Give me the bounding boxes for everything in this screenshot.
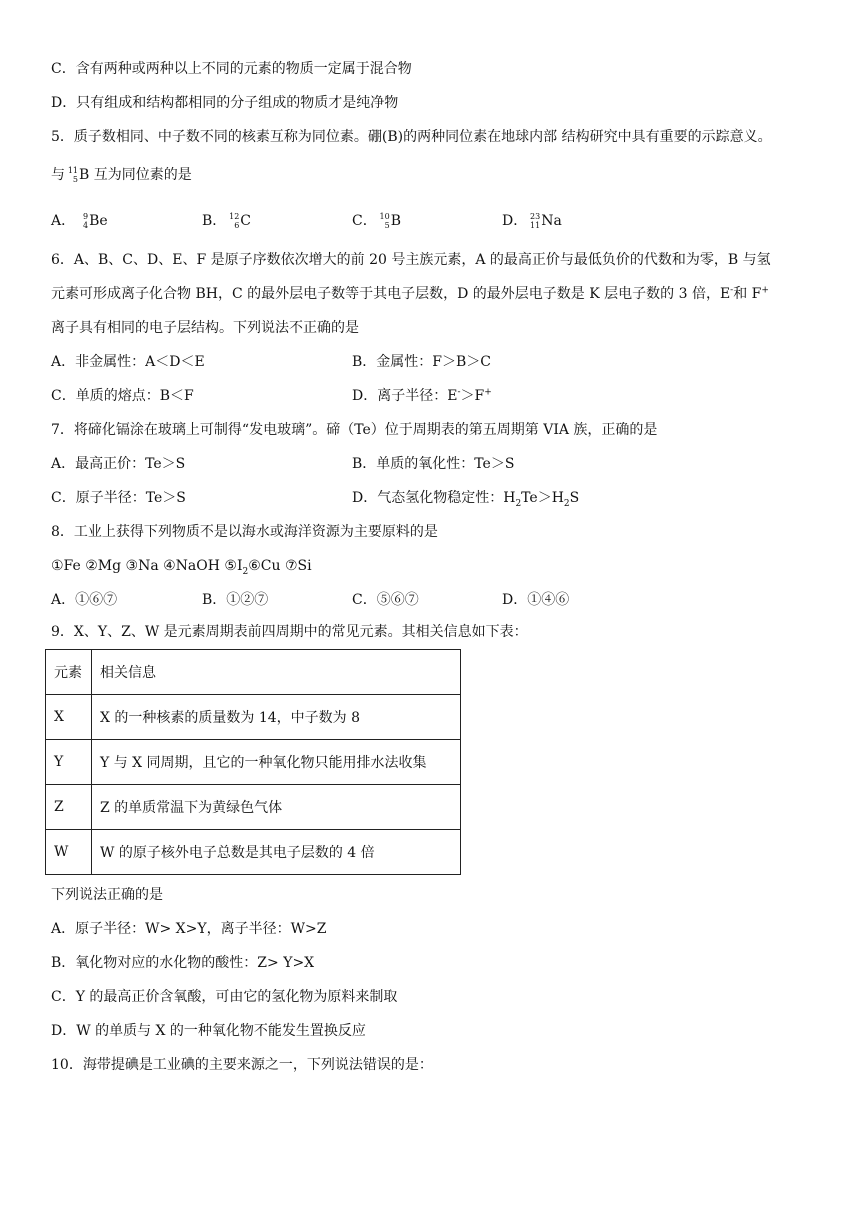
q5-element: B <box>79 167 90 183</box>
q5-option-b: B． 12 6 C <box>202 212 252 230</box>
q6-stem-3: 离子具有相同的电子层结构。下列说法不正确的是 <box>51 320 359 336</box>
table-cell: W 的原子核外电子总数是其电子层数的 4 倍 <box>92 830 461 875</box>
q8-option-d: D．①④⑥ <box>502 592 570 608</box>
table-header-cell: 相关信息 <box>92 650 461 695</box>
q6-stem-2: 元素可形成离子化合物 BH，C 的最外层电子数等于其电子层数，D 的最外层电子数是 K 层电子数的 3 倍，E-和 F+ <box>51 285 769 302</box>
q9-stem: 9．X、Y、Z、W 是元素周期表前四周期中的常见元素。其相关信息如下表： <box>51 624 528 640</box>
q7-option-b: B．单质的氧化性：Te＞S <box>352 456 515 472</box>
q9-option-d: D．W 的单质与 X 的一种氧化物不能发生置换反应 <box>51 1023 366 1039</box>
q9-option-a: A．原子半径：W> X>Y，离子半径：W>Z <box>51 921 327 937</box>
q5-prefix: 与 <box>51 167 65 183</box>
q6-option-a: A．非金属性：A＜D＜E <box>51 354 205 370</box>
q10-stem: 10．海带提碘是工业碘的主要来源之一，下列说法错误的是： <box>51 1057 433 1073</box>
q7-option-d: D．气态氢化物稳定性：$H_2Te>H_2S$ <box>352 490 580 509</box>
q5-option-d: D． 23 11 Na <box>502 212 562 230</box>
table-cell: Y <box>46 740 92 785</box>
q9-prompt: 下列说法正确的是 <box>51 887 163 903</box>
nuclide-notation: 11 5 <box>67 166 78 184</box>
q7-option-c: C．原子半径：Te＞S <box>51 490 186 506</box>
element-info-table <box>45 649 461 875</box>
q8-option-c: C．⑤⑥⑦ <box>352 592 419 608</box>
q5-stem: 5．质子数相同、中子数不同的核素互称为同位素。硼(B)的两种同位素在地球内部 结构研究中具有重要的示踪意义。 <box>51 129 772 145</box>
table-header-row <box>46 650 461 695</box>
q8-stem: 8．工业上获得下列物质不是以海水或海洋资源为主要原料的是 <box>51 524 438 540</box>
q9-option-b: B．氧化物对应的水化物的酸性：Z> Y>X <box>51 955 315 971</box>
q8-item-list: ①Fe ②Mg ③Na ④NaOH $⑤I_2⑥Cu$ ⑦Si <box>51 558 312 577</box>
q7-option-a: A．最高正价：Te＞S <box>51 456 186 472</box>
q6-option-d: D．离子半径：E-＞F+ <box>352 387 492 404</box>
table-row <box>46 830 461 875</box>
table-cell: W <box>46 830 92 875</box>
q5-option-a: A． 9 4 Be <box>51 212 108 230</box>
table-row <box>46 695 461 740</box>
q8-option-b: B．①②⑦ <box>202 592 269 608</box>
table-row <box>46 740 461 785</box>
q5-stem-cont <box>51 165 192 185</box>
table-cell: Z <box>46 785 92 830</box>
q6-option-b: B．金属性：F＞B＞C <box>352 354 492 370</box>
table-row <box>46 785 461 830</box>
q4-option-d: D．只有组成和结构都相同的分子组成的物质才是纯净物 <box>51 95 399 111</box>
table-cell: X 的一种核素的质量数为 14，中子数为 8 <box>92 695 461 740</box>
q5-suffix: 互为同位素的是 <box>89 167 192 183</box>
table-header-cell: 元素 <box>46 650 92 695</box>
q9-option-c: C．Y 的最高正价含氧酸，可由它的氢化物为原料来制取 <box>51 989 398 1005</box>
q5-option-c: C． 10 5 B <box>352 212 402 230</box>
q7-stem: 7．将碲化镉涂在玻璃上可制得“发电玻璃”。碲（Te）位于周期表的第五周期第 VIA 族，正确的是 <box>51 422 658 438</box>
table-cell: Z 的单质常温下为黄绿色气体 <box>92 785 461 830</box>
q8-option-a: A．①⑥⑦ <box>51 592 118 608</box>
q6-option-c: C．单质的熔点：B＜F <box>51 388 194 404</box>
q6-stem-1: 6．A、B、C、D、E、F 是原子序数依次增大的前 20 号主族元素，A 的最高正价与最低负价的代数和为零，B 与氢 <box>51 252 771 268</box>
table-cell: X <box>46 695 92 740</box>
q4-option-c: C．含有两种或两种以上不同的元素的物质一定属于混合物 <box>51 61 412 77</box>
table-cell: Y 与 X 同周期，且它的一种氧化物只能用排水法收集 <box>92 740 461 785</box>
